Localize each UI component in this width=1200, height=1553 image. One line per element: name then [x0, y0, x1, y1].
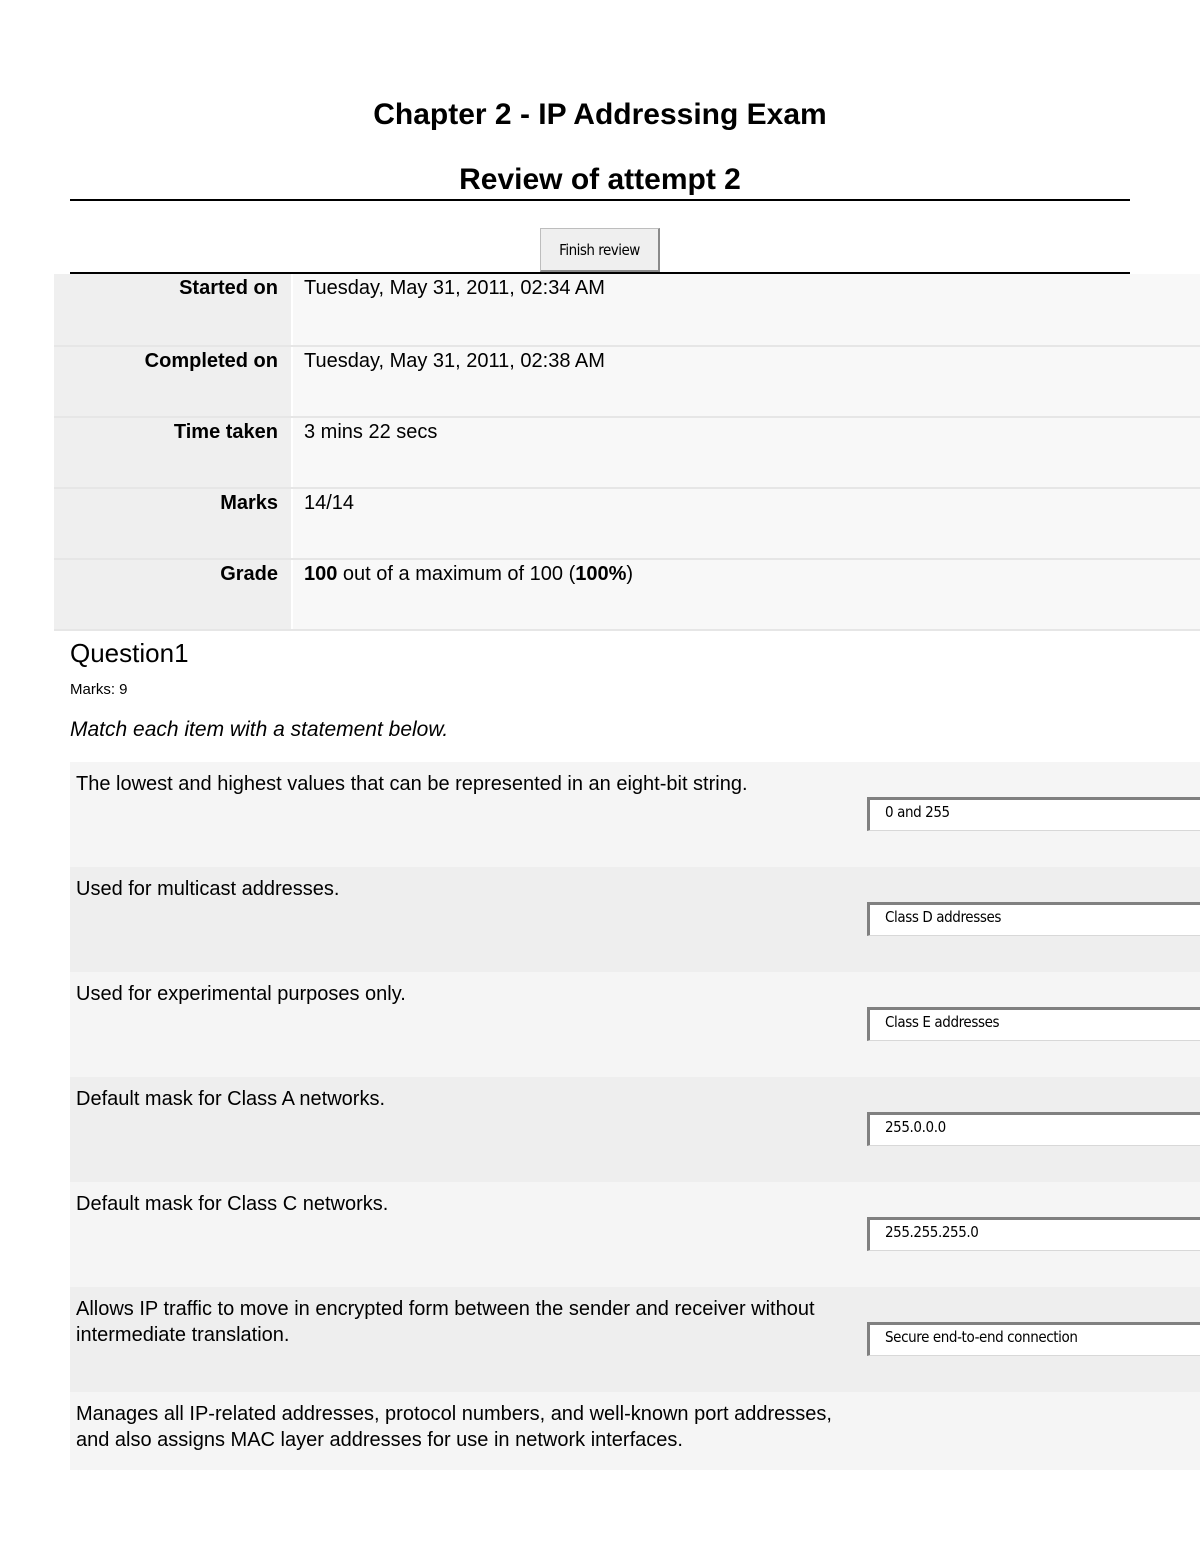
completed-value: Tuesday, May 31, 2011, 02:38 AM — [291, 347, 1200, 416]
match-statement: Used for multicast addresses. — [76, 878, 340, 900]
match-statement: Used for experimental purposes only. — [76, 983, 406, 1005]
page-title: Chapter 2 - IP Addressing Exam — [373, 98, 827, 131]
summary-row-started — [54, 274, 1200, 347]
summary-row-completed — [54, 347, 1200, 418]
grade-score: 100 — [304, 563, 338, 585]
marks-label: Marks — [54, 489, 291, 558]
answer-select[interactable]: 255.0.0.0 — [867, 1112, 1200, 1146]
answer-select[interactable]: Class D addresses — [867, 902, 1200, 936]
grade-label: Grade — [54, 560, 291, 629]
answer-select[interactable]: 255.255.255.0 — [867, 1217, 1200, 1251]
question-heading: Question1 — [70, 638, 189, 668]
match-statement: Default mask for Class C networks. — [76, 1193, 389, 1215]
match-list — [70, 762, 1200, 1470]
match-row — [70, 1182, 1200, 1287]
answer-select[interactable]: Secure end-to-end connection — [867, 1322, 1200, 1356]
match-statement: Manages all IP-related addresses, protocol numbers, and well-known port addresses, and also assigns MAC layer addresses for use in network interfaces. — [76, 1403, 832, 1451]
question-prompt: Match each item with a statement below. — [70, 718, 449, 741]
summary-row-time — [54, 418, 1200, 489]
marks-value: 14/14 — [291, 489, 1200, 558]
match-statement: Allows IP traffic to move in encrypted form between the sender and receiver without intermediate translation. — [76, 1298, 815, 1346]
completed-label: Completed on — [54, 347, 291, 416]
grade-end-text: ) — [626, 563, 634, 585]
time-label: Time taken — [54, 418, 291, 487]
grade-percent: 100% — [575, 563, 627, 585]
divider-top — [70, 199, 1130, 201]
match-row — [70, 1287, 1200, 1392]
answer-select[interactable]: Class E addresses — [867, 1007, 1200, 1041]
grade-mid-text: out of a maximum of 100 ( — [337, 563, 576, 585]
question-marks: Marks: 9 — [70, 681, 128, 698]
match-row — [70, 1077, 1200, 1182]
match-row — [70, 1392, 1200, 1470]
finish-review-button[interactable]: Finish review — [540, 228, 660, 272]
match-row — [70, 867, 1200, 972]
answer-select[interactable]: 0 and 255 — [867, 797, 1200, 831]
started-label: Started on — [54, 274, 291, 345]
started-value: Tuesday, May 31, 2011, 02:34 AM — [291, 274, 1200, 345]
match-statement: The lowest and highest values that can be represented in an eight-bit string. — [76, 773, 748, 795]
match-statement: Default mask for Class A networks. — [76, 1088, 386, 1110]
summary-row-marks — [54, 489, 1200, 560]
attempt-summary-table — [54, 274, 1200, 631]
summary-row-grade — [54, 560, 1200, 631]
grade-value — [291, 560, 1200, 629]
time-value: 3 mins 22 secs — [291, 418, 1200, 487]
match-row — [70, 762, 1200, 867]
match-row — [70, 972, 1200, 1077]
attempt-title: Review of attempt 2 — [459, 163, 741, 196]
